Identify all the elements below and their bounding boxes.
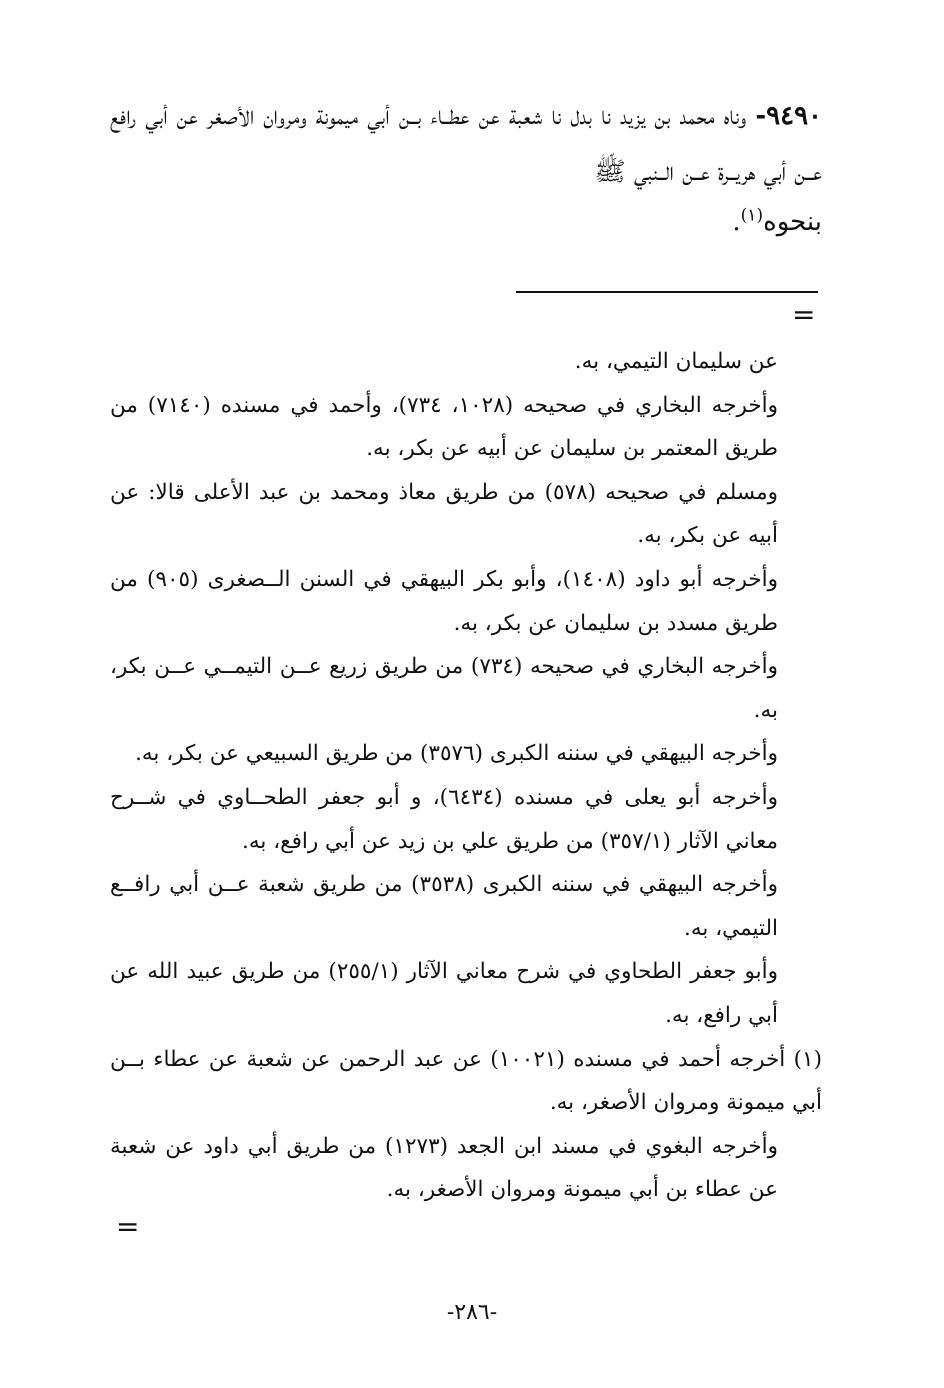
footnote-paragraph: وأخرجه البيهقي في سننه الكبرى (٣٥٣٨) من طريق شعبة عــن أبي رافــع التيمي، به. — [110, 872, 778, 941]
footnote-paragraph: وأخرجه البخاري في صحيحه (١٠٢٨، ٧٣٤)، وأحمد في مسنده (٧١٤٠) من طريق المعتمر بن سليمان عن أبيه عن بكر، به. — [110, 392, 778, 462]
footnote-paragraph: ومسلم في صحيحه (٥٧٨) من طريق معاذ ومحمد بن عبد الأعلى قالا: عن أبيه عن بكر، به. — [110, 479, 779, 549]
footnote-paragraph: وأخرجه أبو داود (١٤٠٨)، وأبو بكر البيهقي في السنن الــصغرى (٩٠٥) من طريق مسدد بن سليمان عن بكر، به. — [110, 566, 779, 636]
hadith-text-end-line — [110, 194, 822, 250]
footnote-paragraph: عن سليمان التيمي، به. — [574, 349, 778, 374]
footnote-reference: (١) — [740, 205, 764, 226]
footnotes-section — [110, 340, 822, 1212]
continuation-mark-bottom: = — [116, 1210, 140, 1243]
footnote-paragraph: وأخرجه البيهقي في سننه الكبرى (٣٥٧٦) من طريق السبيعي عن بكر، به. — [135, 741, 778, 767]
page-number: -٢٨٦- — [446, 1300, 498, 1325]
hadith-entry — [110, 88, 822, 250]
hadith-text-line-1: وناه محمد بن يزيد نا بدل نا شعبة عن عطــاء بــن أبي — [367, 101, 747, 131]
hadith-text-end: بنحوه — [763, 207, 822, 237]
footnote-paragraph: وأخرجه البخاري في صحيحه (٧٣٤) من طريق زريع عــن التيمــي عــن بكر، به. — [110, 654, 778, 723]
hadith-text-line-2: ميمونة ومروان الأصغر عن أبي رافع عــن أبي هريــرة عــن الــنبي ﷺ — [110, 101, 822, 187]
footnote-paragraph: وأبو جعفر الطحاوي في شرح معاني الآثار (٢٥٥/١) من طريق عبيد الله عن أبي رافع، به. — [110, 959, 778, 1028]
continuation-mark-top: = — [792, 298, 816, 331]
footnote-1-paragraph: (١) أخرجه أحمد في مسنده (١٠٠٢١) عن عبد الرحمن عن شعبة عن عطاء بــن أبي ميمونة ومروان الأصغر، به. — [110, 1046, 822, 1116]
footnote-paragraph: وأخرجه البغوي في مسند ابن الجعد (١٢٧٣) من طريق أبي داود عن شعبة عن عطاء بن أبي ميمونة ومروان الأصغر، به. — [110, 1133, 778, 1203]
hadith-number: ٩٤٩٠- — [755, 101, 823, 131]
footnote-paragraph: وأخرجه أبو يعلى في مسنده (٦٤٣٤)، و أبو جعفر الطحــاوي في شــرح معاني الآثار (٣٥٧/١) من طريق علي بن زيد عن أبي رافع، به. — [110, 784, 778, 854]
footnote-separator — [516, 291, 818, 293]
hadith-period: . — [732, 207, 741, 237]
